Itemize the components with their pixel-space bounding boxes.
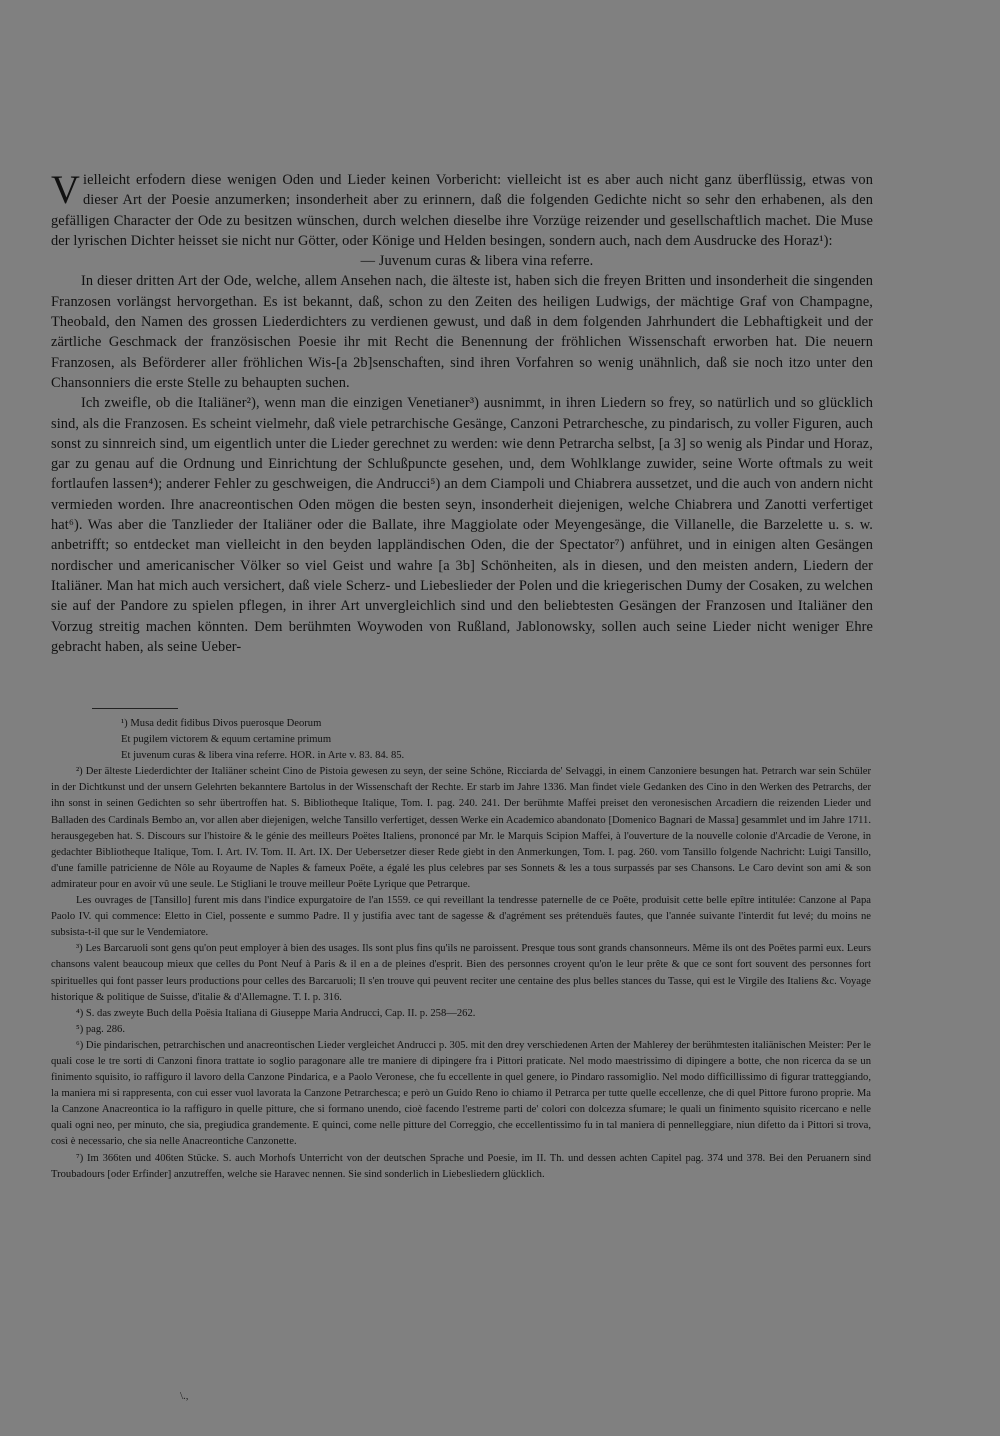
footnote-3: ³) Les Barcaruoli sont gens qu'on peut employer à bien des usages. Ils sont plus fins qu'ils ne paroissent. Presque tous sont grands chansonneurs. Même ils ont des Poëtes parmi eux. Leurs chansons valent beaucoup mieux que celles du Pont Neuf à Paris & il en a de pleines d'esprit. Bien des personnes croyent qu'on le leur prête & que ce sont fort souvent des personnes fort spirituelles qui font passer leurs productions pour celles des Barcaruoli; Il s'en trouve qui peuvent reciter une centaine des plus belles stances du Tasse, qui est le Virgile des Italiens &c. Voyage historique & politique de Suisse, d'italie & d'Allemagne. T. I. p. 316. (51, 943, 871, 1003)
footnote-5: ⁵) pag. 286. (76, 1023, 126, 1035)
footnote-7: ⁷) Im 366ten und 406ten Stücke. S. auch Morhofs Unterricht von der deutschen Sprache und Poesie, im II. Th. und dessen achten Capitel pag. 374 und 378. Bei den Peruanern sind Troubadours [oder Erfinder] anzutreffen, welche sie Haravec nennen. Sie sind sonderlich in Liebesliedern glücklich. (51, 1152, 871, 1180)
paragraph-1 (51, 167, 873, 251)
main-text (51, 167, 873, 657)
horace-quote: — Juvenum curas & libera vina referre. (360, 253, 594, 270)
footnote-separator (92, 708, 178, 709)
footnote-1-line-1: ¹) Musa dedit fidibus Divos puerosque Deorum (121, 718, 322, 729)
paragraph-3: Ich zweifle, ob die Italiäner²), wenn man die einzigen Venetianer³) ausnimmt, in ihren Liedern so frey, so natürlich und so glücklich sind, als die Franzosen. Es scheint vielmehr, daß viele petrarchische Gesänge, Canzoni Petrarchesche, zu pindarisch, zu voller Figuren, auch sonst zu sinnreich sind, um eigentlich unter die Lieder gerechnet zu werden: wie denn Petrarcha selbst, [a 3] so wenig als Pindar und Horaz, gar zu genau auf die Ordnung und Einrichtung der Schlußpuncte gesehen, und, dem Wohlklange zuwider, seine Worte oftmals zu weit fortlaufen lassen⁴); anderer Fehler zu geschweigen, die Andrucci⁵) an dem Ciampoli und Chiabrera aussetzet, und die auch von andern nicht vermieden worden. Ihre anacreontischen Oden mögen die besten seyn, insonderheit diejenigen, welche Chiabrera und Zanotti verfertiget hat⁶). Was aber die Tanzlieder der Italiäner oder die Ballate, ihre Maggiolate oder Meyengesänge, die Villanelle, die Barzelette u. s. w. anbetrifft; so entdecket man vielleicht in den beyden lappländischen Oden, die der Spectator⁷) anführet, und in einigen alten Gesängen nordischer und americanischer Völker so viel Geist und wahre [a 3b] Schönheiten, als in diesen, und den meisten andern, Liedern der Italiäner. Man hat mich auch versichert, daß viele Scherz- und Liebeslieder der Polen und die kriegerischen Dumy der Cosaken, zu welchen sie auf der Pandore zu spielen pflegen, in ihrer Art unvergleichlich sind und den beliebtesten Gesängen der Franzosen und Italiäner den Vorzug streitig machen könnten. Dem berühmten Woywoden von Rußland, Jablonowsky, sollen auch seine Lieder nicht weniger Ehre gebracht haben, als seine Ueber- (51, 395, 873, 655)
paragraph-1-text: ielleicht erfodern diese wenigen Oden und Lieder keinen Vorbericht: vielleicht ist es aber auch nicht ganz überflüssig, etwas von dieser Art der Poesie anzumerken; insonderheit aber zu erinnern, daß die folgenden Gedichte nicht so sehr den erhabenen, als den gefälligen Character der Ode zu besitzen wünschen, durch welchen dieselbe ihre Vorzüge reizender und gesellschaftlich machet. Die Muse der lyrischen Dichter heisset sie nicht nur Götter, oder Könige und Helden besingen, sondern auch, nach dem Ausdrucke des Horaz¹): (51, 172, 873, 249)
footnote-1-line-3: Et juvenum curas & libera vina referre. HOR. in Arte v. 83. 84. 85. (121, 750, 405, 762)
footnote-1-line-2: Et pugilem victorem & equum certamine primum (121, 734, 332, 746)
footnotes (51, 716, 871, 1183)
footnote-2-continued: Les ouvrages de [Tansillo] furent mis dans l'indice expurgatoire de l'an 1559. ce qui reveillant la tendresse paternelle de ce Poëte, produisit cette belle epître intitulée: Canzone al Papa Paolo IV. qui commence: Eletto in Ciel, possente e summo Padre. Il y justifia avec tant de sagesse & d'agrément ses prétenduës fautes, que l'année suivante l'interdit fut levé; du moins ne subsista-t-il que sur le Vendemiatore. (51, 895, 871, 939)
footnote-6: ⁶) Die pindarischen, petrarchischen und anacreontischen Lieder vergleichet Andrucci p. 305. mit den drey verschiedenen Arten der Mahlerey der berühmtesten italiänischen Meister: Per le quali cose le tre sorti di Canzoni finora trattate io soglio paragonare alle tre maniere di dipingere fra i Pittori praticate. Nel modo maestrissimo di dipingere a botte, che non ricerca da se un finimento squisito, io raffiguro il lavoro della Canzone Pindarica, e a Paolo Veronese, che fu eccellente in quel genere, io Pindaro rassomiglio. Nel modo difficillissimo di figurar tratteggiando, la maniera mi si rappresenta, con cui esser vuol lavorata la Canzone Petrarchesca; e però un Guido Reno io chiamo il Petrarca per tutte quelle eccellenze, che di quel Pittore furono proprie. Ma la Canzone Anacreontica io la raffiguro in quelle pitture, che si formano unendo, cioè facendo l'estreme parti de' colori con dolcezza sfumare; le quali un finimento squisito ricercano e nelle quali ogni neo, per minuto, che sia, pregiudica grandemente. E quinci, come nelle pitture del Correggio, che eccellentissimo fu in tal maniera di pennelleggiare, niun difetto da i Pittori si trova, così è necessario, che sia nelle Anacreontiche Canzonette. (51, 1039, 871, 1148)
paragraph-2: In dieser dritten Art der Ode, welche, allem Ansehen nach, die älteste ist, haben sich die freyen Britten und insonderheit die singenden Franzosen vorlängst hervorgethan. Es ist bekannt, daß, schon zu den Zeiten des heiligen Ludwigs, der mächtige Graf von Champagne, Theobald, den Namen des grossen Liederdichters zu verdienen gewust, und daß in dem folgenden Jahrhundert die Lebhaftigkeit und der zärtliche Geschmack der französischen Poesie ihr mit Recht die Benennung der fröhlichen Wissenschaft erworben hat. Die neuern Franzosen, als Beförderer aller fröhlichen Wis-[a 2b]senschaften, sind ihren Vorfahren so wenig unähnlich, daß sie noch itzo unter den Chansonniers die erste Stelle zu behaupten suchen. (51, 273, 873, 391)
footnote-4: ⁴) S. das zweyte Buch della Poësia Italiana di Giuseppe Maria Andrucci, Cap. II. p. 258—262. (76, 1007, 476, 1019)
bottom-mark: \., (180, 1390, 189, 1402)
footnote-2: ²) Der älteste Liederdichter der Italiäner scheint Cino de Pistoia gewesen zu seyn, der seine Schöne, Ricciarda de' Selvaggi, in einem Canzoniere besungen hat. Petrarch war sein Schüler in der Dichtkunst und der unsern Gelehrten bekanntere Bartolus in der Wissenschaft der Rechte. Er starb im Jahre 1336. Man findet viele Gedanken des Cino in den Werken des Petrarchs, der ihn sonst in seinen Gedichten so sehr übertroffen hat. S. Bibliotheque Italique, Tom. I. pag. 240. 241. Der berühmte Maffei preiset den veronesischen Arcadiern die reizenden Lieder und Balladen des Cardinals Bembo an, vor allen aber diejenigen, welche Tansillo verfertiget, dessen Werke ein Academico abandonato [Domenico Bagnari de Massa] gesammlet und im Jahre 1711. herausgegeben hat. S. Discours sur l'histoire & le génie des meilleurs Poëtes Italiens, prononcé par Mr. le Marquis Scipion Maffei, à l'ouverture de la nouvelle colonie d'Arcadie de Verone, in gedachter Bibliotheque Italique, Tom. I. Art. IV. Tom. II. Art. IX. Der Uebersetzer dieser Rede giebt in den Anmerkungen, Tom. I. pag. 260. vom Tansillo folgende Nachricht: Luigi Tansillo, d'une famille patricienne de Nôle au Royaume de Naples & fameux Poëte, a égalé les plus celebres par ses Sonnets & les a tous surpassés par ses Chansons. Le Caro devint son ami & son admirateur pour en avoir vû une seule. Le Stigliani le trouve meilleur Poëte Lyrique que Petrarque. (51, 766, 871, 890)
drop-cap: V (51, 167, 80, 212)
